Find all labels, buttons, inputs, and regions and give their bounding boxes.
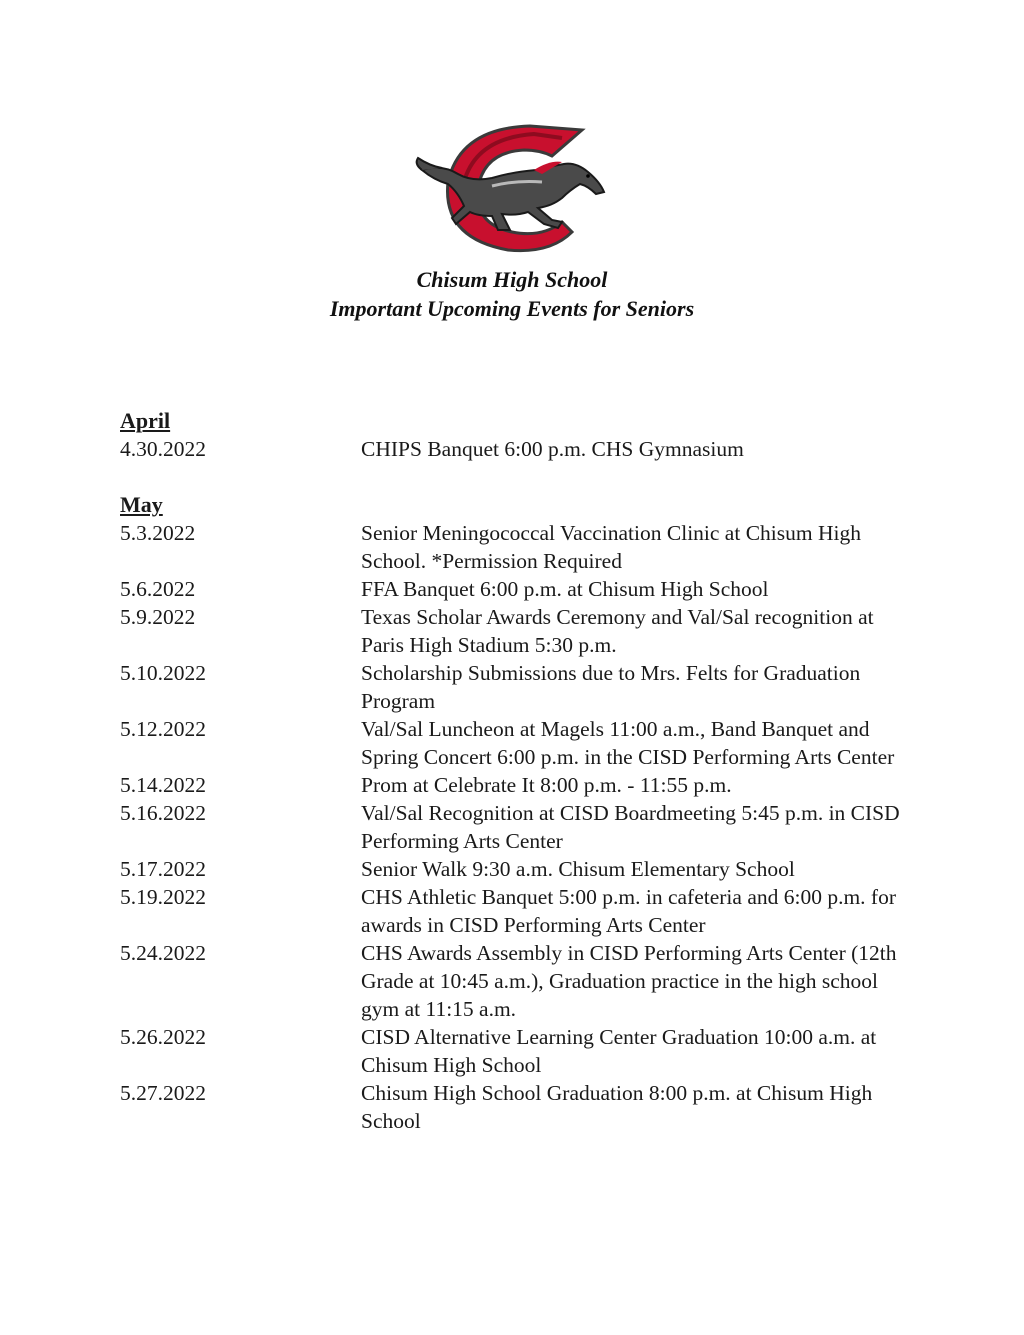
event-row: [120, 771, 920, 799]
event-date: 5.9.2022: [120, 605, 196, 629]
mustang-c-logo-icon: [412, 120, 612, 260]
logo-graphic: [412, 120, 612, 260]
event-date: 5.17.2022: [120, 857, 206, 881]
event-row: [120, 1079, 920, 1135]
event-description: Scholarship Submissions due to Mrs. Felts for Graduation Program: [361, 661, 861, 713]
event-description: CHS Awards Assembly in CISD Performing Arts Center (12th Grade at 10:45 a.m.), Graduation practice in the high school gym at 11:15 a.m.: [361, 941, 897, 1021]
event-row: [120, 659, 920, 715]
event-row: [120, 1023, 920, 1079]
event-description: CHS Athletic Banquet 5:00 p.m. in cafeteria and 6:00 p.m. for awards in CISD Performing Arts Center: [361, 885, 897, 937]
event-row: [120, 519, 920, 575]
month-heading-april: April: [120, 408, 171, 433]
event-description: Val/Sal Recognition at CISD Boardmeeting 5:45 p.m. in CISD Performing Arts Center: [361, 801, 900, 853]
event-description: FFA Banquet 6:00 p.m. at Chisum High School: [361, 577, 769, 601]
month-heading-may: May: [120, 492, 163, 517]
event-row: [120, 939, 920, 1023]
event-description: Chisum High School Graduation 8:00 p.m. at Chisum High School: [361, 1081, 873, 1133]
event-date: 5.6.2022: [120, 577, 196, 601]
school-name: Chisum High School: [416, 267, 608, 292]
event-row: [120, 575, 920, 603]
event-description: Val/Sal Luncheon at Magels 11:00 a.m., Band Banquet and Spring Concert 6:00 p.m. in the CISD Performing Arts Center: [361, 717, 895, 769]
event-date: 5.14.2022: [120, 773, 206, 797]
event-row: [120, 435, 920, 463]
document-subtitle: Important Upcoming Events for Seniors: [329, 296, 695, 321]
event-date: 5.3.2022: [120, 521, 196, 545]
event-row: [120, 883, 920, 939]
event-date: 5.10.2022: [120, 661, 206, 685]
event-description: CISD Alternative Learning Center Graduation 10:00 a.m. at Chisum High School: [361, 1025, 877, 1077]
event-row: [120, 603, 920, 659]
event-description: Senior Meningococcal Vaccination Clinic at Chisum High School. *Permission Required: [361, 521, 861, 573]
event-row: [120, 715, 920, 771]
event-description: Senior Walk 9:30 a.m. Chisum Elementary School: [361, 857, 795, 881]
april-section: [120, 407, 920, 463]
event-description: Texas Scholar Awards Ceremony and Val/Sal recognition at Paris High Stadium 5:30 p.m.: [361, 605, 874, 657]
event-description: Prom at Celebrate It 8:00 p.m. - 11:55 p.m.: [361, 773, 732, 797]
event-row: [120, 855, 920, 883]
event-row: [120, 799, 920, 855]
event-date: 5.26.2022: [120, 1025, 206, 1049]
event-date: 5.24.2022: [120, 941, 206, 965]
event-date: 5.27.2022: [120, 1081, 206, 1105]
page-title: [0, 265, 1024, 323]
event-date: 4.30.2022: [120, 437, 206, 461]
may-section: [120, 491, 920, 1135]
event-description: CHIPS Banquet 6:00 p.m. CHS Gymnasium: [361, 437, 744, 461]
event-date: 5.16.2022: [120, 801, 206, 825]
event-date: 5.19.2022: [120, 885, 206, 909]
event-date: 5.12.2022: [120, 717, 206, 741]
